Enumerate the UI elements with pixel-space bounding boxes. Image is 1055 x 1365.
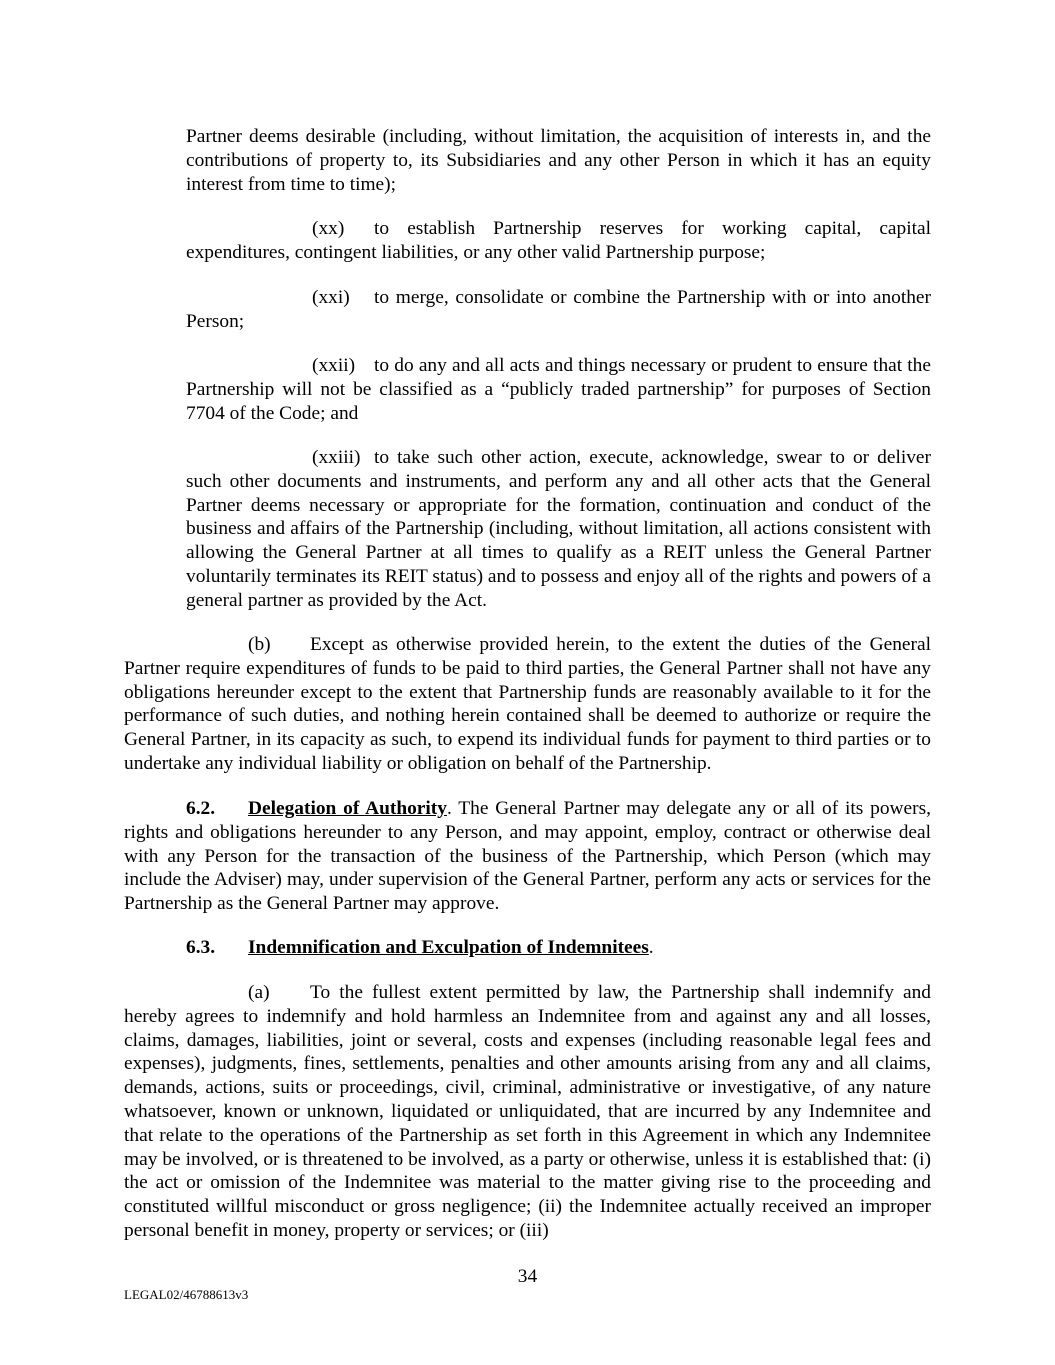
page-number: 34: [517, 1266, 538, 1287]
section-title-suffix: .: [648, 937, 654, 958]
clause-xxii: [186, 354, 931, 425]
clause-number: (xxi): [312, 287, 350, 308]
section-number: 6.2.: [186, 798, 216, 819]
section-number: 6.3.: [186, 937, 216, 958]
subsection-text: Except as otherwise provided herein, to the extent the duties of the General Partner require expenditures of funds to be paid to third parties, the General Partner shall not have any obligations hereunder except to the extent that Partnership funds are reasonably available to it for the performance of such duties, and nothing herein contained shall be deemed to authorize or require the General Partner, in its capacity as such, to expend its individual funds for payment to third parties or to undertake any individual liability or obligation on behalf of the Partnership.: [124, 634, 931, 774]
document-id: LEGAL02/46788613v3: [124, 1287, 249, 1302]
section-text: . The General Partner may delegate any or all of its powers, rights and obligations hereunder to any Person, and may appoint, employ, contract or otherwise deal with any Person for the transaction of the business of the Partnership, which Person (which may include the Adviser) may, under supervision of the General Partner, perform any acts or services for the Partnership as the General Partner may approve.: [124, 798, 932, 915]
subsection-number: (b): [248, 634, 271, 655]
subsection-a: [124, 981, 931, 1243]
clause-xx: [186, 217, 931, 265]
section-6-2: [124, 797, 931, 916]
clause-number: (xxii): [312, 355, 356, 376]
clause-text: to do any and all acts and things necessary or prudent to ensure that the Partnership will not be classified as a “publicly traded partnership” for purposes of Section 7704 of the Code; and: [186, 355, 931, 424]
section-6-3-heading: [124, 936, 931, 960]
clause-number: (xxiii): [312, 447, 361, 468]
section-title: Indemnification and Exculpation of Indemnitees: [248, 937, 649, 958]
subsection-number: (a): [248, 982, 270, 1003]
clause-xxi: [186, 286, 931, 334]
continuation-text: Partner deems desirable (including, without limitation, the acquisition of interests in, and the contributions of property to, its Subsidiaries and any other Person in which it has an equity interest from time to time);: [186, 126, 931, 195]
clause-text: to merge, consolidate or combine the Partnership with or into another Person;: [186, 287, 931, 332]
clause-text: to establish Partnership reserves for working capital, capital expenditures, contingent liabilities, or any other valid Partnership purpose;: [186, 218, 931, 263]
continuation-paragraph: [186, 125, 931, 196]
subsection-b: [124, 633, 931, 776]
subsection-text: To the fullest extent permitted by law, the Partnership shall indemnify and hereby agrees to indemnify and hold harmless an Indemnitee from and against any and all losses, claims, damages, liabilities, joint or several, costs and expenses (including reasonable legal fees and expenses), judgments, fines, settlements, penalties and other amounts arising from any and all claims, demands, actions, suits or proceedings, civil, criminal, administrative or investigative, of any nature whatsoever, known or unknown, liquidated or unliquidated, that are incurred by any Indemnitee and that relate to the operations of the Partnership as set forth in this Agreement in which any Indemnitee may be involved, or is threatened to be involved, as a party or otherwise, unless it is established that: (i) the act or omission of the Indemnitee was material to the matter giving rise to the proceeding and constituted willful misconduct or gross negligence; (ii) the Indemnitee actually received an improper personal benefit in money, property or services; or (iii): [124, 982, 931, 1241]
clause-text: to take such other action, execute, acknowledge, swear to or deliver such other documents and instruments, and perform any and all other acts that the General Partner deems necessary or appropriate for the formation, continuation and conduct of the business and affairs of the Partnership (including, without limitation, all actions consistent with allowing the General Partner at all times to qualify as a REIT unless the General Partner voluntarily terminates its REIT status) and to possess and enjoy all of the rights and powers of a general partner as provided by the Act.: [186, 447, 931, 611]
section-title: Delegation of Authority: [248, 798, 447, 819]
clause-xxiii: [186, 446, 931, 613]
clause-number: (xx): [312, 218, 345, 239]
